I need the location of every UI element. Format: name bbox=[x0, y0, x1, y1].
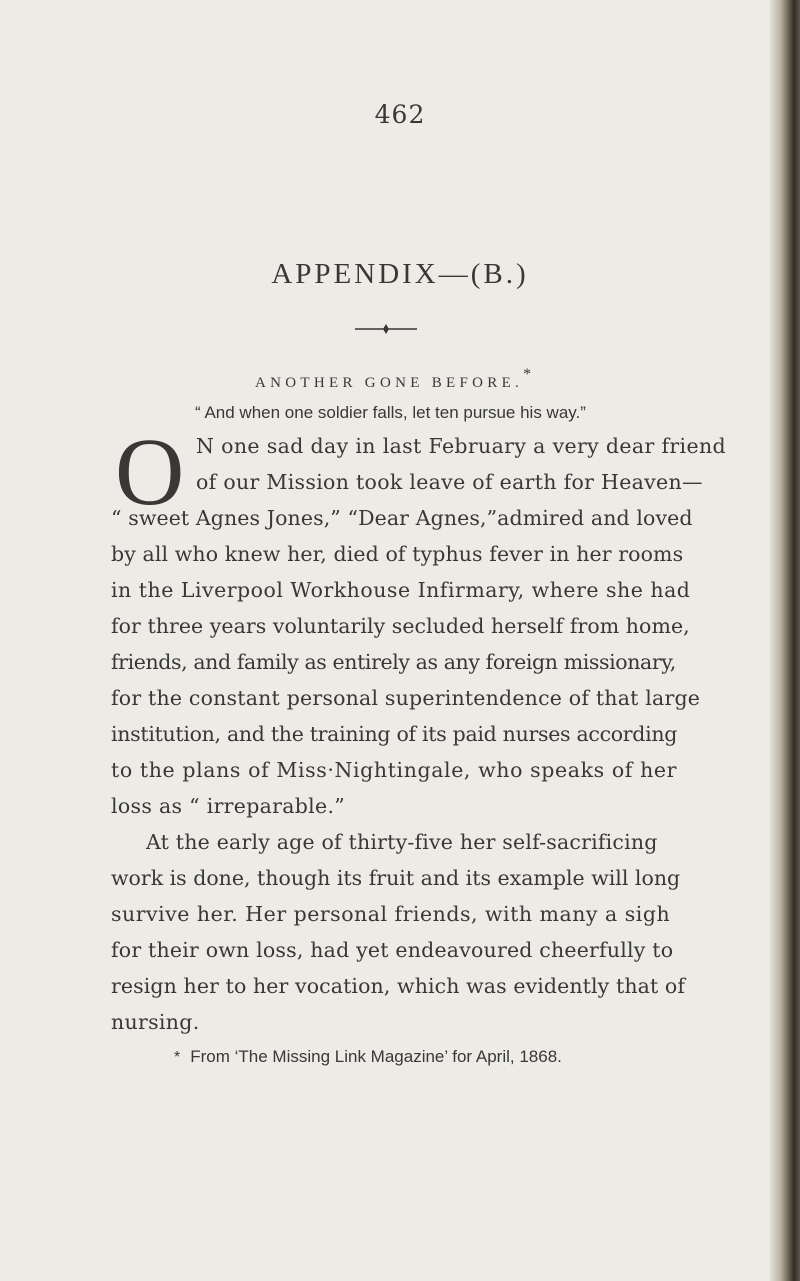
body-line: friends, and family as entirely as any foreign missionary, bbox=[111, 650, 676, 674]
page-number: 462 bbox=[374, 100, 426, 129]
rule-with-diamond-icon bbox=[355, 322, 417, 336]
body-line: by all who knew her, died of typhus fever in her rooms bbox=[111, 542, 684, 566]
body-line: loss as “ irreparable.” bbox=[111, 794, 346, 818]
body-line: for their own loss, had yet endeavoured cheerfully to bbox=[111, 938, 674, 962]
body-line: for the constant personal superintendence of that large bbox=[111, 686, 701, 710]
body-line: of our Mission took leave of earth for Heaven— bbox=[196, 470, 703, 494]
footnote-text: From ‘The Missing Link Magazine’ for April, 1868. bbox=[190, 1047, 562, 1066]
section-heading-text: ANOTHER GONE BEFORE. bbox=[255, 375, 524, 391]
drop-cap: O bbox=[115, 418, 185, 525]
page-edge-shadow bbox=[770, 0, 800, 1281]
appendix-title: APPENDIX—(B.) bbox=[271, 258, 529, 290]
epigraph: “ And when one soldier falls, let ten pursue his way.” bbox=[195, 403, 586, 422]
body-line: nursing. bbox=[111, 1010, 200, 1034]
body-line: survive her. Her personal friends, with many a sigh bbox=[111, 902, 671, 926]
section-heading bbox=[255, 366, 532, 392]
footnote bbox=[174, 1047, 562, 1067]
body-line: institution, and the training of its paid nurses according bbox=[111, 722, 678, 746]
footnote-reference-mark: * bbox=[523, 366, 532, 383]
footnote-mark: * bbox=[174, 1049, 181, 1066]
body-line: work is done, though its fruit and its example will long bbox=[111, 866, 681, 890]
body-line: resign her to her vocation, which was evidently that of bbox=[111, 974, 686, 998]
body-line: At the early age of thirty-five her self-sacrificing bbox=[146, 830, 658, 854]
body-line: to the plans of Miss·Nightingale, who speaks of her bbox=[111, 758, 678, 782]
body-line: “ sweet Agnes Jones,” “Dear Agnes,”admired and loved bbox=[111, 506, 693, 530]
body-line: for three years voluntarily secluded herself from home, bbox=[111, 614, 690, 638]
body-line: N one sad day in last February a very dear friend bbox=[196, 434, 726, 458]
body-line: in the Liverpool Workhouse Infirmary, where she had bbox=[111, 578, 691, 602]
